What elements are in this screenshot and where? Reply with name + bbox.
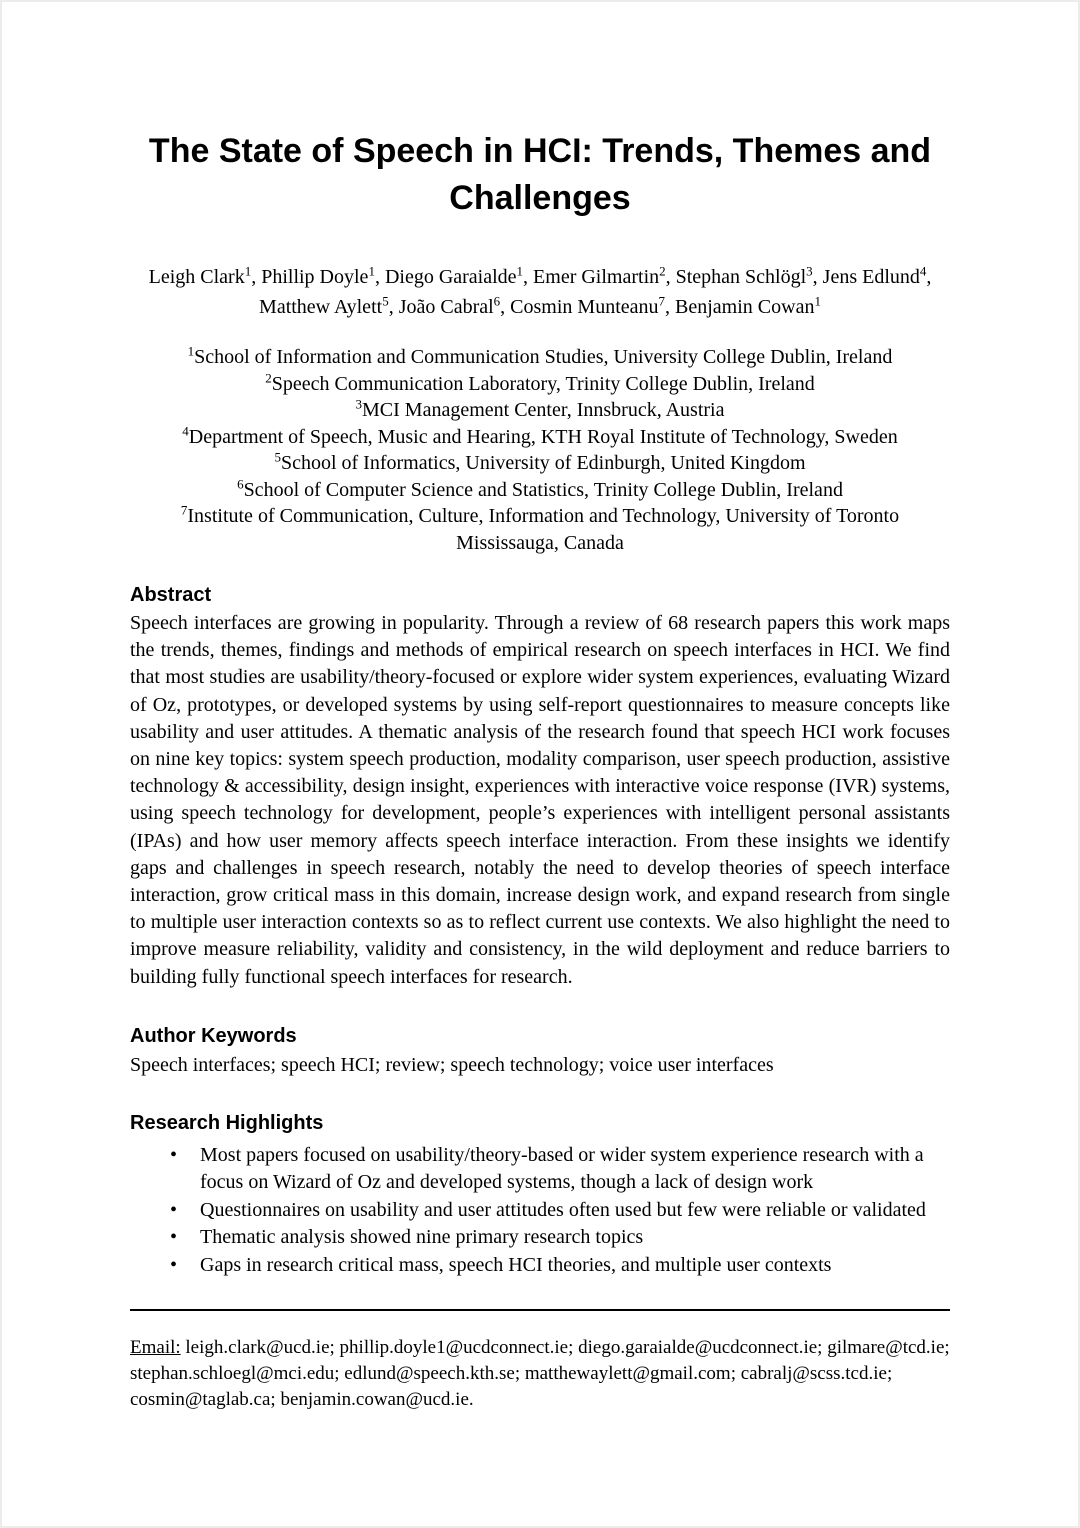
author: Matthew Aylett$^5$: [259, 293, 389, 318]
affiliation: $^5$School of Informatics, University of Edinburgh, United Kingdom: [274, 449, 806, 474]
affiliation: $^4$Department of Speech, Music and Hearing, KTH Royal Institute of Technology, Sweden: [182, 422, 898, 448]
author-list: Leigh Clark$^1$, Phillip Doyle$^1$, Diego Garaialde$^1$, Emer Gilmartin$^2$, Stephan Schlögl$^3$, Jens Edlund$^4$, Matthew Aylett$^5$, João Cabral$^6$, Cosmin Munteanu$^7$, Benjamin Cowan$^1$: [148, 263, 932, 318]
affiliation: $^7$Institute of Communication, Culture, Information and Technology, University of Toronto Mississauga, Canada: [180, 502, 900, 554]
abstract-text: Speech interfaces are growing in popularity. Through a review of 68 research papers this work maps the trends, themes, findings and methods of empirical research on speech interfaces in HCI. We find that most studies are usability/theory-focused or explore wider system experiences, evaluating Wizard of Oz, prototypes, or developed systems by using self-report questionnaires to measure concepts like usability and user attitudes. A thematic analysis of the research found that speech HCI work focuses on nine key topics: system speech production, modality comparison, user speech production, assistive technology & accessibility, design insight, experiences with interactive voice response (IVR) systems, using speech technology for development, people’s experiences with intelligent personal assistants (IPAs) and how user memory affects speech interface interaction. From these insights we identify gaps and challenges in speech research, notably the need to develop theories of speech interface interaction, grow critical mass in this domain, increase design work, and expand research from single to multiple user interaction contexts so as to reflect current use contexts. We also highlight the need to improve measure reliability, validity and consistency, in the wild deployment and reduce barriers to building fully functional speech interfaces for research.: [130, 612, 950, 988]
email-label: Email:: [130, 1337, 181, 1359]
highlights-heading: Research Highlights: [130, 1111, 324, 1134]
affiliation: $^3$MCI Management Center, Innsbruck, Austria: [355, 396, 725, 421]
author: Stephan Schlögl$^3$: [675, 263, 813, 288]
author: Phillip Doyle$^1$: [261, 263, 375, 288]
highlight-item: • Thematic analysis showed nine primary research topics: [170, 1224, 950, 1252]
paper-title: The State of Speech in HCI: Trends, Themes and Challenges: [148, 132, 932, 217]
footnote: [130, 1335, 950, 1413]
highlight-item: • Questionnaires on usability and user attitudes often used but few were reliable or validated: [170, 1197, 950, 1225]
affiliation: $^2$Speech Communication Laboratory, Trinity College Dublin, Ireland: [265, 369, 815, 395]
affiliation: $^6$School of Computer Science and Statistics, Trinity College Dublin, Ireland: [237, 475, 843, 501]
author: Jens Edlund$^4$: [822, 263, 927, 288]
affiliation-list: [130, 344, 950, 556]
highlight-item: • Gaps in research critical mass, speech HCI theories, and multiple user contexts: [170, 1252, 950, 1280]
author: Emer Gilmartin$^2$: [533, 263, 666, 288]
author: Benjamin Cowan$^1$: [675, 293, 821, 318]
highlights-list: [130, 1142, 950, 1280]
email-text: leigh.clark@ucd.ie; phillip.doyle1@ucdconnect.ie; diego.garaialde@ucdconnect.ie; gilmare@tcd.ie; stephan.schloegl@mci.edu; edlund@speech.kth.se; matthewaylett@gmail.com; cabralj@scss.tcd.ie; cosmin@taglab.ca; benjamin.cowan@ucd.ie.: [130, 1337, 950, 1411]
keywords-heading: Author Keywords: [130, 1024, 297, 1047]
author: Cosmin Munteanu$^7$: [510, 293, 666, 318]
abstract-heading: Abstract: [130, 584, 212, 606]
keywords-text: Speech interfaces; speech HCI; review; speech technology; voice user interfaces: [130, 1053, 774, 1076]
highlight-item: • Most papers focused on usability/theory-based or wider system experience research with a focus on Wizard of Oz and developed systems, though a lack of design work: [170, 1142, 950, 1197]
author: João Cabral$^6$: [398, 293, 501, 318]
author: Leigh Clark$^1$: [148, 263, 252, 288]
author: Diego Garaialde$^1$: [384, 263, 524, 288]
paper-content: [2, 128, 1078, 1413]
footnote-rule: [130, 1309, 950, 1311]
affiliation: $^1$School of Information and Communication Studies, University College Dublin, Ireland: [187, 343, 893, 368]
